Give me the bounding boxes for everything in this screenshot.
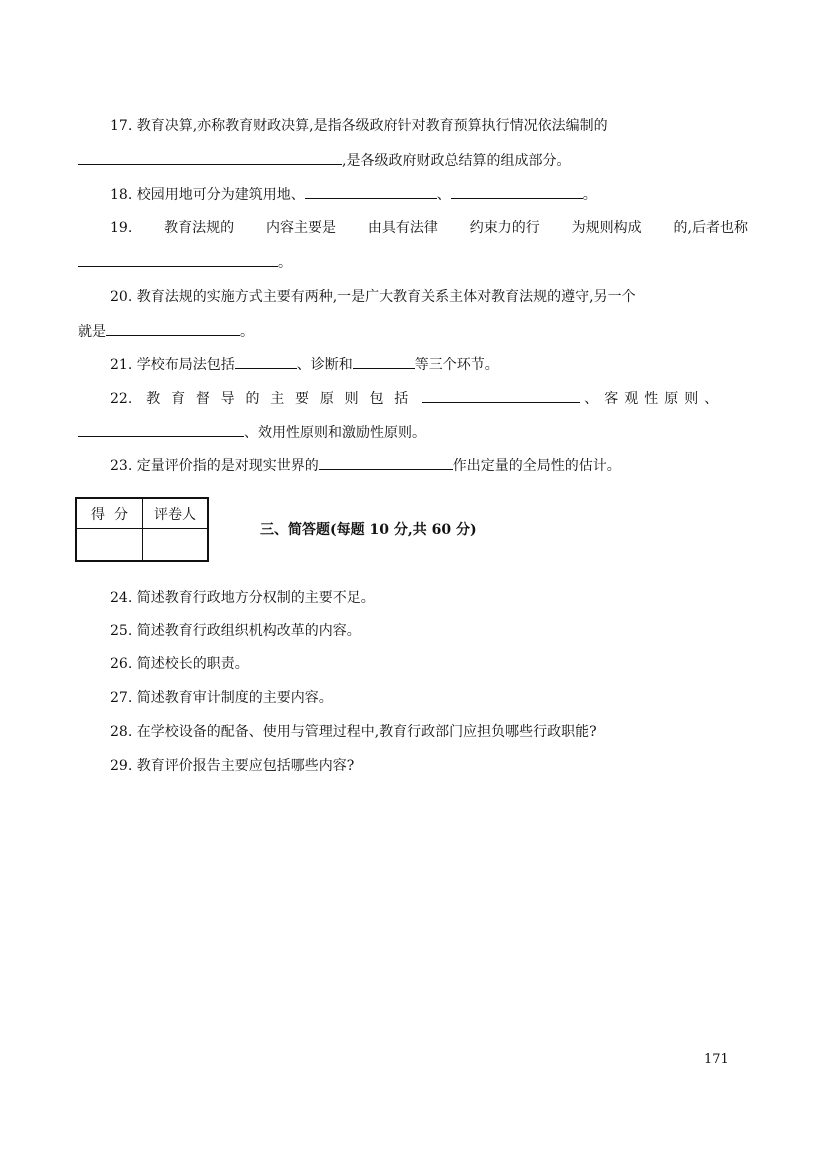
answer-blank[interactable] <box>78 150 342 165</box>
question-number: 27. <box>110 690 133 706</box>
question-number: 26. <box>110 656 133 672</box>
question-text: 、 <box>436 187 451 203</box>
question-char: 导 <box>220 391 235 407</box>
question-number: 25. <box>110 623 133 639</box>
question-text: 。 <box>278 255 292 271</box>
answer-blank[interactable] <box>422 388 580 403</box>
page-number: 171 <box>704 1052 729 1067</box>
question-26 <box>110 654 748 674</box>
question-char: 的 <box>245 391 260 407</box>
question-28 <box>110 722 748 742</box>
question-text: 简述教育行政地方分权制的主要不足。 <box>136 590 375 606</box>
question-text: 定量评价指的是对现实世界的 <box>136 458 319 474</box>
question-19-line-1 <box>110 218 748 238</box>
question-number: 24. <box>110 590 133 606</box>
question-text: 等三个环节。 <box>414 357 499 373</box>
score-table <box>75 497 209 562</box>
section-title: 三、简答题(每题 10 分,共 60 分) <box>260 522 477 538</box>
question-29 <box>110 756 748 776</box>
question-text: 为规则构成 <box>571 220 642 236</box>
question-text: 。 <box>240 324 254 340</box>
answer-blank[interactable] <box>78 422 244 437</box>
question-18 <box>110 184 748 205</box>
question-20-line-1 <box>110 287 748 307</box>
question-char: 教 <box>146 391 161 407</box>
question-text: 教育评价报告主要应包括哪些内容? <box>136 758 355 774</box>
question-20-line-2 <box>78 321 748 342</box>
question-27 <box>110 688 748 708</box>
question-text: ,是各级政府财政总结算的组成部分。 <box>342 153 571 169</box>
question-char: 则 <box>344 391 359 407</box>
question-text: 约束力的行 <box>469 220 540 236</box>
question-char: 括 <box>394 391 409 407</box>
answer-blank[interactable] <box>353 354 415 369</box>
question-number: 20. <box>110 289 133 305</box>
question-number: 17. <box>110 118 133 134</box>
grader-entry-cell[interactable] <box>143 529 207 560</box>
question-23 <box>110 455 748 476</box>
answer-blank[interactable] <box>319 455 453 470</box>
question-text: 学校布局法包括 <box>136 357 235 373</box>
question-text: 、客观性原则、 <box>584 391 725 407</box>
question-number: 23. <box>110 458 133 474</box>
answer-blank[interactable] <box>305 184 437 199</box>
question-text: 简述教育行政组织机构改革的内容。 <box>136 623 361 639</box>
question-char: 督 <box>195 391 210 407</box>
question-number: 19. <box>110 220 133 236</box>
question-text: 作出定量的全局性的估计。 <box>452 458 621 474</box>
question-22-line-1 <box>110 388 748 409</box>
question-text: 、效用性原则和激励性原则。 <box>244 425 426 441</box>
question-char: 要 <box>295 391 310 407</box>
question-text: 由具有法律 <box>367 220 438 236</box>
question-text: 就是 <box>78 324 106 340</box>
question-25 <box>110 621 748 641</box>
question-24 <box>110 588 748 608</box>
question-number: 21. <box>110 357 133 373</box>
answer-blank[interactable] <box>451 184 583 199</box>
question-number: 22. <box>110 391 133 407</box>
question-char: 包 <box>369 391 384 407</box>
question-17-line-2 <box>78 150 748 171</box>
question-text: 校园用地可分为建筑用地、 <box>136 187 305 203</box>
question-number: 18. <box>110 187 133 203</box>
question-text: 、诊断和 <box>296 357 353 373</box>
question-17-line-1 <box>110 116 748 136</box>
question-21 <box>110 354 748 375</box>
question-text: 简述教育审计制度的主要内容。 <box>136 690 333 706</box>
score-entry-cell[interactable] <box>77 529 143 560</box>
question-text: 的,后者也称 <box>673 220 748 236</box>
answer-blank[interactable] <box>78 252 278 267</box>
question-text: 内容主要是 <box>266 220 337 236</box>
question-number: 29. <box>110 758 133 774</box>
question-text: 在学校设备的配备、使用与管理过程中,教育行政部门应担负哪些行政职能? <box>136 724 597 740</box>
question-char: 育 <box>171 391 186 407</box>
question-22-line-2 <box>78 422 748 443</box>
question-19-line-2 <box>78 252 748 273</box>
question-text: 教育法规的实施方式主要有两种,一是广大教育关系主体对教育法规的遵守,另一个 <box>136 289 636 305</box>
question-char: 原 <box>319 391 334 407</box>
question-text: 教育法规的 <box>164 220 235 236</box>
question-number: 28. <box>110 724 133 740</box>
question-text: 。 <box>582 187 597 203</box>
score-label: 得 分 <box>77 499 143 529</box>
answer-blank[interactable] <box>106 321 240 336</box>
question-char: 主 <box>270 391 285 407</box>
question-text: 简述校长的职责。 <box>136 656 249 672</box>
answer-blank[interactable] <box>235 354 297 369</box>
question-text-spaced <box>146 389 408 409</box>
question-text: 教育决算,亦称教育财政决算,是指各级政府针对教育预算执行情况依法编制的 <box>136 118 608 134</box>
grader-label: 评卷人 <box>143 499 207 529</box>
